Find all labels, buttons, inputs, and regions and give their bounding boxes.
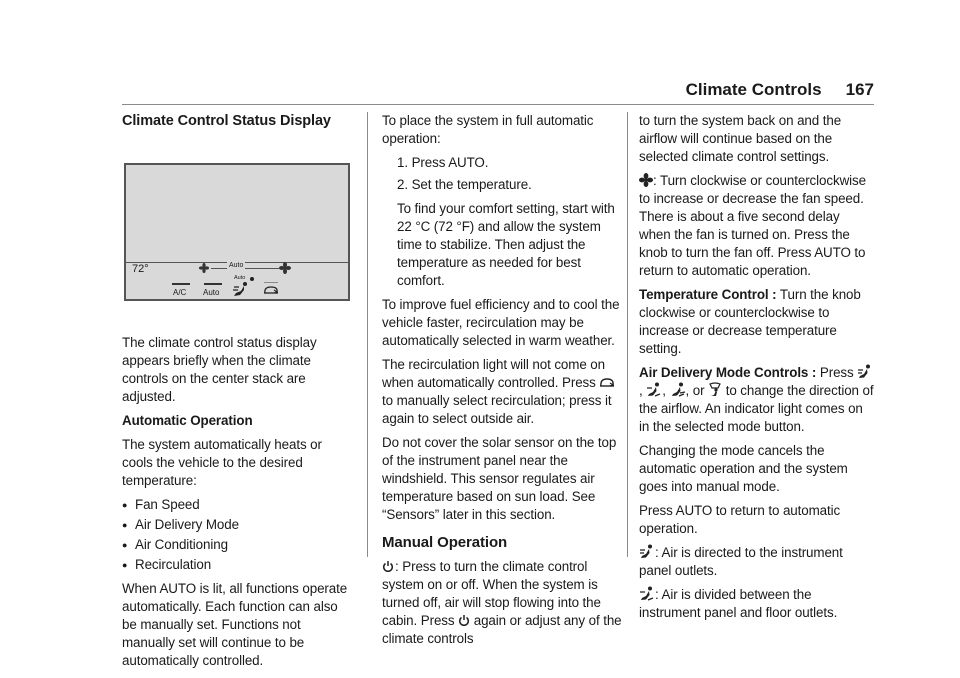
auto-steps xyxy=(382,154,622,194)
recirculation-paragraph: The recirculation light will not come on when automatically controlled. Press to manually select recirculation; press it again to select outside air. xyxy=(382,356,622,428)
bilevel-mode-icon xyxy=(646,382,662,397)
ac-indicator xyxy=(172,283,190,285)
auto-small-label: Auto xyxy=(234,275,246,281)
return-auto-paragraph: Press AUTO to return to automatic operation. xyxy=(639,503,841,536)
temperature-control-label: Temperature Control : xyxy=(639,287,777,302)
air-delivery-label: Air Delivery Mode Controls : xyxy=(639,365,817,380)
page-number: 167 xyxy=(845,80,874,99)
fan-low-icon xyxy=(199,263,209,273)
airflow-mode-icon xyxy=(232,281,250,297)
automatic-description: The system automatically heats or cools the vehicle to the desired temperature: xyxy=(122,437,322,488)
fuel-efficiency-paragraph: To improve fuel efficiency and to cool the vehicle faster, recirculation may be automatically selected in warm weather. xyxy=(382,297,620,348)
fan-control-paragraph: : Turn clockwise or counterclockwise to increase or decrease the fan speed. There is about a five second delay when the fan is turned on. Press the knob to turn the fan off. Press AUTO to return to automatic operation. xyxy=(639,173,866,278)
full-auto-intro: To place the system in full automatic operation: xyxy=(382,113,594,146)
display-description: The climate control status display appears briefly when the climate controls on the center stack are adjusted. xyxy=(122,335,317,404)
manual-operation-heading: Manual Operation xyxy=(382,534,508,551)
vent-mode-icon xyxy=(857,364,873,379)
list-item: 1. Press AUTO. xyxy=(397,155,489,170)
list-item: 2. Set the temperature. xyxy=(397,177,532,192)
temperature-control-paragraph: Temperature Control : Turn the knob clockwise or counterclockwise to increase or decrease temperature setting. xyxy=(639,287,861,356)
bilevel-mode-paragraph: : Air is divided between the instrument panel and floor outlets. xyxy=(639,587,838,620)
section-heading: Climate Control Status Display xyxy=(122,113,331,129)
power-icon xyxy=(382,560,394,573)
section-title: Climate Controls xyxy=(685,80,822,99)
auto-lit-paragraph: When AUTO is lit, all functions operate automatically. Each function can also be manually set. Functions not manually set will continue to be automatically controlled. xyxy=(122,581,348,668)
bilevel-mode-icon xyxy=(639,586,655,601)
mode-cancels-paragraph: Changing the mode cancels the automatic operation and the system goes into manual mode. xyxy=(639,443,848,494)
recirculation-icon xyxy=(599,377,615,389)
column-1 xyxy=(122,112,352,136)
column-1-body xyxy=(122,334,352,676)
list-item: ● Recirculation xyxy=(122,556,352,574)
list-item: ● Air Conditioning xyxy=(122,536,352,554)
recirculation-icon xyxy=(263,285,279,295)
power-paragraph: : Press to turn the climate control system on or off. When the system is turned off, air will stop flowing into the cabin. Press again or adjust any of the climate controls xyxy=(382,559,622,646)
column-divider-1 xyxy=(367,112,368,557)
defog-mode-icon xyxy=(708,382,722,397)
automatic-operation-heading: Automatic Operation xyxy=(122,413,253,428)
list-item: ● Fan Speed xyxy=(122,496,352,514)
fan-speed-bar xyxy=(199,262,291,274)
auto-top-label: Auto xyxy=(229,262,244,269)
page-header xyxy=(686,80,874,100)
auto-label: Auto xyxy=(203,288,220,297)
ac-label: A/C xyxy=(173,288,187,297)
air-delivery-paragraph: Air Delivery Mode Controls : Press , , , or to change the direction of the airflow. An indicator light comes on in the selected mode button. xyxy=(639,365,874,434)
vent-mode-icon xyxy=(639,544,655,559)
list-item: ● Air Delivery Mode xyxy=(122,516,352,534)
airflow-resume-paragraph: to turn the system back on and the airflow will continue based on the selected climate control settings. xyxy=(639,113,842,164)
display-temperature: 72° xyxy=(132,263,149,275)
auto-indicator xyxy=(204,283,222,285)
auto-function-list xyxy=(122,496,352,574)
floor-mode-icon xyxy=(670,382,686,397)
auto-dot xyxy=(250,277,254,281)
column-divider-2 xyxy=(627,112,628,557)
power-icon xyxy=(458,614,470,627)
fan-icon xyxy=(639,173,653,187)
column-2 xyxy=(382,112,622,654)
comfort-note: To find your comfort setting, start with 22 °C (72 °F) and allow the system time to stabilize. Then adjust the temperature as needed for best comfort. xyxy=(397,201,615,288)
fan-high-icon xyxy=(279,262,291,274)
header-rule xyxy=(122,104,874,105)
solar-sensor-paragraph: Do not cover the solar sensor on the top of the instrument panel near the windshield. This sensor regulates air temperature based on sun load. See “Sensors” later in this section. xyxy=(382,435,617,522)
column-3 xyxy=(639,112,874,628)
vent-mode-paragraph: : Air is directed to the instrument panel outlets. xyxy=(639,545,843,578)
status-display-figure xyxy=(124,163,350,301)
recirc-indicator xyxy=(264,282,278,283)
